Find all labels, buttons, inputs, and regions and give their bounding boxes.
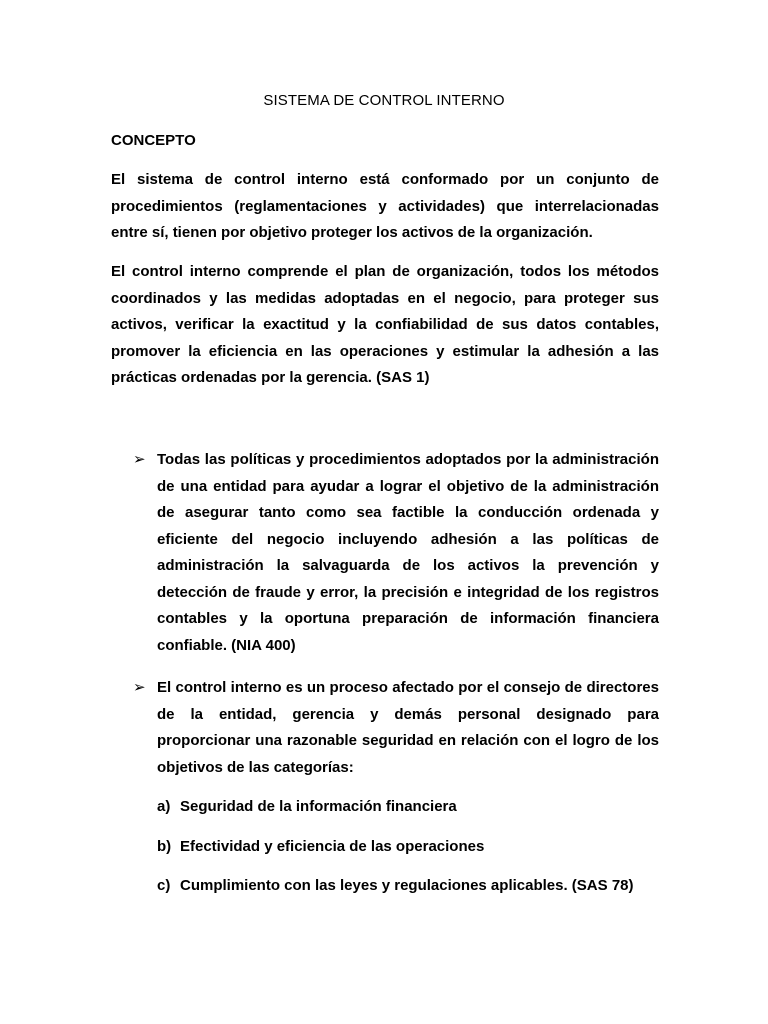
arrow-bullet-icon: ➢	[133, 679, 146, 696]
bullet-text: Todas las políticas y procedimientos adoptados por la administración de una entidad para ayudar a lograr el objetivo de la administración de asegurar tanto como sea factible la conducción ordenada y eficiente del negocio incluyendo adhesión a las políticas de administración la salvaguarda de los activos la prevención y detección de fraude y error, la precisión e integridad de los registros contables y la oportuna preparación de información financiera confiable. (NIA 400)	[157, 451, 659, 654]
sub-item-marker: b)	[157, 838, 172, 855]
paragraph-definition: El sistema de control interno está conformado por un conjunto de procedimientos (reglamentaciones y actividades) que interrelacionadas entre sí, tienen por objetivo proteger los activos de la organización.	[111, 171, 659, 241]
sub-item-marker: a)	[157, 798, 171, 815]
sub-item-text: Efectividad y eficiencia de las operaciones	[180, 838, 485, 855]
section-heading: CONCEPTO	[111, 132, 196, 149]
bullet-item	[133, 447, 659, 659]
sub-item-marker: c)	[157, 877, 171, 894]
sub-item-text: Seguridad de la información financiera	[180, 798, 457, 815]
sub-list-item	[157, 798, 657, 816]
sub-list-item	[157, 838, 657, 856]
sub-list-item	[157, 877, 657, 895]
sub-item-text: Cumplimiento con las leyes y regulaciones aplicables. (SAS 78)	[180, 877, 634, 894]
document-title: SISTEMA DE CONTROL INTERNO	[263, 92, 505, 109]
paragraph-scope: El control interno comprende el plan de organización, todos los métodos coordinados y las medidas adoptadas en el negocio, para proteger sus activos, verificar la exactitud y la confiabilidad de sus datos contables, promover la eficiencia en las operaciones y estimular la adhesión a las prácticas ordenadas por la gerencia. (SAS 1)	[111, 263, 659, 386]
bullet-item	[133, 675, 659, 781]
bullet-text: El control interno es un proceso afectado por el consejo de directores de la entidad, gerencia y demás personal designado para proporcionar una razonable seguridad en relación con el logro de los objetivos de las categorías:	[157, 679, 659, 776]
arrow-bullet-icon: ➢	[133, 451, 146, 468]
